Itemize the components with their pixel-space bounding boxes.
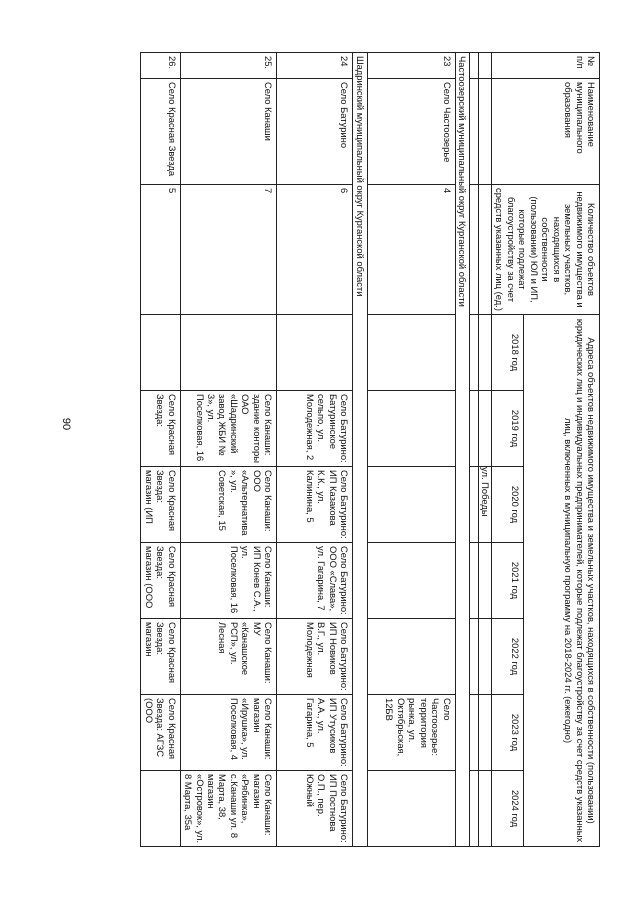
year-cell: Село Канаши: магазин «Ирушка», ул. Поселковая, 4 xyxy=(180,695,277,771)
year-cell: Село Красная Звезда: АГЗС (ООО xyxy=(141,695,180,771)
section-row xyxy=(353,53,367,847)
year-cell: Село Красная Звезда: магазин (ООО xyxy=(141,543,180,619)
section-title: Шадринский муниципальный округ Курганской области xyxy=(353,53,367,847)
header-year: 2020 год xyxy=(491,467,523,543)
section-row xyxy=(455,53,469,847)
year-cell xyxy=(367,543,455,619)
spacer-row xyxy=(470,53,479,847)
header-year: 2022 год xyxy=(491,619,523,695)
year-cell xyxy=(141,771,180,847)
row-name: Село Батурино xyxy=(277,79,353,185)
row-count: 7 xyxy=(180,185,277,315)
row-count: 6 xyxy=(277,185,353,315)
year-cell xyxy=(367,619,455,695)
row-count: 4 xyxy=(367,185,455,315)
row-num: 23 xyxy=(367,53,455,79)
year-cell xyxy=(277,315,353,391)
header-name: Наименование муниципального образования xyxy=(491,79,599,185)
header-addresses: Адреса объектов недвижимого имущества и земельных участков, находящихся в собственности (пользовании) юридических лиц и индивидуальных предпринимателей, которые подлежат благоустройству за счет средств указанных лиц, включенных в муниципальную программу на 2018-2024 гг. (ежегодно) xyxy=(523,315,599,847)
year-cell: Село Частоозерье: территория рынка, ул. Октябрьская, 12БВ xyxy=(367,695,455,771)
year-cell: Село Канаши: магазин «Рябинка», с.Канаши ул. 8 Марта, 38, магазин «Островок», ул. 8 Марта, 35а xyxy=(180,771,277,847)
year-cell: Село Батурино: ИП Постнова О.П., пер. Южный xyxy=(277,771,353,847)
section-title: Частоозерский муниципальный округ Курганской области xyxy=(455,53,469,847)
year-cell xyxy=(367,467,455,543)
table-row xyxy=(367,53,455,847)
row-num: 25. xyxy=(180,53,277,79)
year-cell: Село Батурино: ИП Новиков В.Г., ул. Молодежная xyxy=(277,619,353,695)
year-cell: Село Красная Звезда: магазин xyxy=(141,619,180,695)
year-cell: Село Канаши: МУ «Канашское РСП», ул. Лесная xyxy=(180,619,277,695)
rotated-page xyxy=(104,52,600,846)
year-cell: Село Батурино: Батуринское сельпо, ул. Молодежная, 2 xyxy=(277,391,353,467)
row-name: Село Частоозерье xyxy=(367,79,455,185)
table-row xyxy=(277,53,353,847)
year-cell xyxy=(367,315,455,391)
year-cell: Село Красная Звезда: магазин (ИП xyxy=(141,467,180,543)
year-cell xyxy=(367,771,455,847)
row-num: 24 xyxy=(277,53,353,79)
year-cell xyxy=(141,315,180,391)
page-number: 90 xyxy=(60,417,72,431)
year-cell xyxy=(367,391,455,467)
header-year: 2019 год xyxy=(491,391,523,467)
header-year: 2024 год xyxy=(491,771,523,847)
continuation-row xyxy=(479,53,491,847)
year-cell: Село Батурино: ИП Утусиков А.А., ул. Гагарина, 5 xyxy=(277,695,353,771)
continuation-cell: ул. Победы xyxy=(479,467,491,543)
year-cell: Село Канаши: ООО «Альтернатива», ул. Советская, 15 xyxy=(180,467,277,543)
row-name: Село Красная Звезда xyxy=(141,79,180,185)
header-year: 2021 год xyxy=(491,543,523,619)
header-row xyxy=(523,53,599,847)
year-cell: Село Канаши: ИП Конев С.А., ул. Поселковая, 16 xyxy=(180,543,277,619)
header-num: № п/п xyxy=(491,53,599,79)
objects-table xyxy=(140,52,600,847)
year-cell xyxy=(180,315,277,391)
year-cell: Село Батурино: ИП Казакова К.К., ул. Калинина, 5 xyxy=(277,467,353,543)
row-num: 26. xyxy=(141,53,180,79)
table-row xyxy=(141,53,180,847)
year-cell: Село Батурино: ООО «Слава», ул. Гагарина, 7 xyxy=(277,543,353,619)
header-count: Количество объектов недвижимого имущества и земельных участков, находящихся в собственности (пользовании) ЮЛ и ИП, которые подлежат благоустройству за счет средств указанных лиц (ед.) xyxy=(491,185,599,315)
table-row xyxy=(180,53,277,847)
row-name: Село Канаши xyxy=(180,79,277,185)
row-count: 5 xyxy=(141,185,180,315)
header-year: 2018 год xyxy=(491,315,523,391)
year-cell: Село Канаши: здание конторы ОАО «Шадринский завод ЖБИ № 3», ул. Поселковая, 16 xyxy=(180,391,277,467)
header-year: 2023 год xyxy=(491,695,523,771)
year-cell: Село Красная Звезда: xyxy=(141,391,180,467)
